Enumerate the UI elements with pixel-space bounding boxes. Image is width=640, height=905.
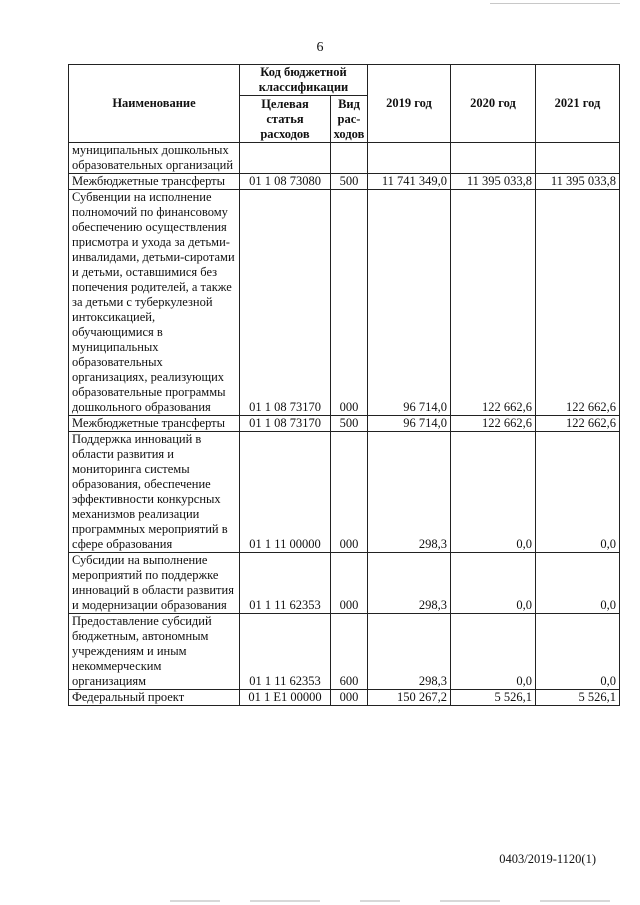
table-row [69,432,620,553]
row-value-2019: 96 714,0 [368,416,451,432]
header-name: Наименование [69,65,240,143]
table-header [69,65,620,143]
header-expense-type: Вид рас-ходов [331,96,368,143]
row-value-2019: 11 741 349,0 [368,174,451,190]
row-value-2020: 122 662,6 [451,190,536,416]
header-target-article: Целевая статья расходов [240,96,331,143]
row-value-2021: 122 662,6 [536,190,620,416]
row-expense-type: 600 [331,614,368,690]
row-value-2019: 298,3 [368,614,451,690]
row-expense-type: 500 [331,174,368,190]
row-value-2019: 298,3 [368,553,451,614]
row-value-2020 [451,143,536,174]
row-value-2019: 298,3 [368,432,451,553]
row-target-article: 01 1 11 62353 [240,553,331,614]
row-value-2020: 0,0 [451,553,536,614]
table-row [69,416,620,432]
row-target-article: 01 1 11 00000 [240,432,331,553]
row-value-2021: 11 395 033,8 [536,174,620,190]
row-target-article [240,143,331,174]
budget-table [68,64,620,706]
row-expense-type [331,143,368,174]
row-target-article: 01 1 E1 00000 [240,690,331,706]
row-value-2021: 122 662,6 [536,416,620,432]
row-value-2020: 11 395 033,8 [451,174,536,190]
table-row [69,690,620,706]
row-name: Предоставление субсидий бюджетным, автономным учреждениям и иным некоммерческим организациям [69,614,240,690]
row-value-2021 [536,143,620,174]
table-row [69,174,620,190]
row-value-2020: 122 662,6 [451,416,536,432]
row-name: Поддержка инноваций в области развития и мониторинга системы образования, обеспечение эффективности конкурсных механизмов реализации программных мероприятий в сфере образования [69,432,240,553]
row-expense-type: 000 [331,190,368,416]
scan-bottom-artifacts [0,898,640,905]
row-name: Межбюджетные трансферты [69,416,240,432]
row-value-2019: 150 267,2 [368,690,451,706]
document-id: 0403/2019-1120(1) [499,852,596,866]
header-year-2019: 2019 год [368,65,451,143]
row-value-2021: 5 526,1 [536,690,620,706]
row-expense-type: 000 [331,690,368,706]
header-classification: Код бюджетной классификации [240,65,368,96]
row-value-2021: 0,0 [536,432,620,553]
row-name: Федеральный проект [69,690,240,706]
row-target-article: 01 1 08 73170 [240,190,331,416]
row-value-2020: 0,0 [451,432,536,553]
table-row [69,553,620,614]
row-name: Межбюджетные трансферты [69,174,240,190]
table-row [69,614,620,690]
table-body [69,143,620,706]
row-target-article: 01 1 08 73080 [240,174,331,190]
row-value-2020: 5 526,1 [451,690,536,706]
row-target-article: 01 1 11 62353 [240,614,331,690]
header-year-2020: 2020 год [451,65,536,143]
row-value-2019: 96 714,0 [368,190,451,416]
row-value-2021: 0,0 [536,553,620,614]
row-expense-type: 000 [331,553,368,614]
row-target-article: 01 1 08 73170 [240,416,331,432]
page-number: 6 [316,40,324,55]
row-expense-type: 500 [331,416,368,432]
table-row [69,143,620,174]
scan-edge-line [490,3,620,4]
header-year-2021: 2021 год [536,65,620,143]
row-name: Субсидии на выполнение мероприятий по поддержке инноваций в области развития и модернизации образования [69,553,240,614]
row-value-2021: 0,0 [536,614,620,690]
row-name: Субвенции на исполнение полномочий по финансовому обеспечению осуществления присмотра и ухода за детьми-инвалидами, детьми-сиротами и детьми, оставшимися без попечения родителей, а также за детьми с туберкулезной интоксикацией, обучающимися в муниципальных образовательных организациях, реализующих образовательные программы дошкольного образования [69,190,240,416]
row-expense-type: 000 [331,432,368,553]
row-name: муниципальных дошкольных образовательных организаций [69,143,240,174]
table-row [69,190,620,416]
row-value-2019 [368,143,451,174]
row-value-2020: 0,0 [451,614,536,690]
